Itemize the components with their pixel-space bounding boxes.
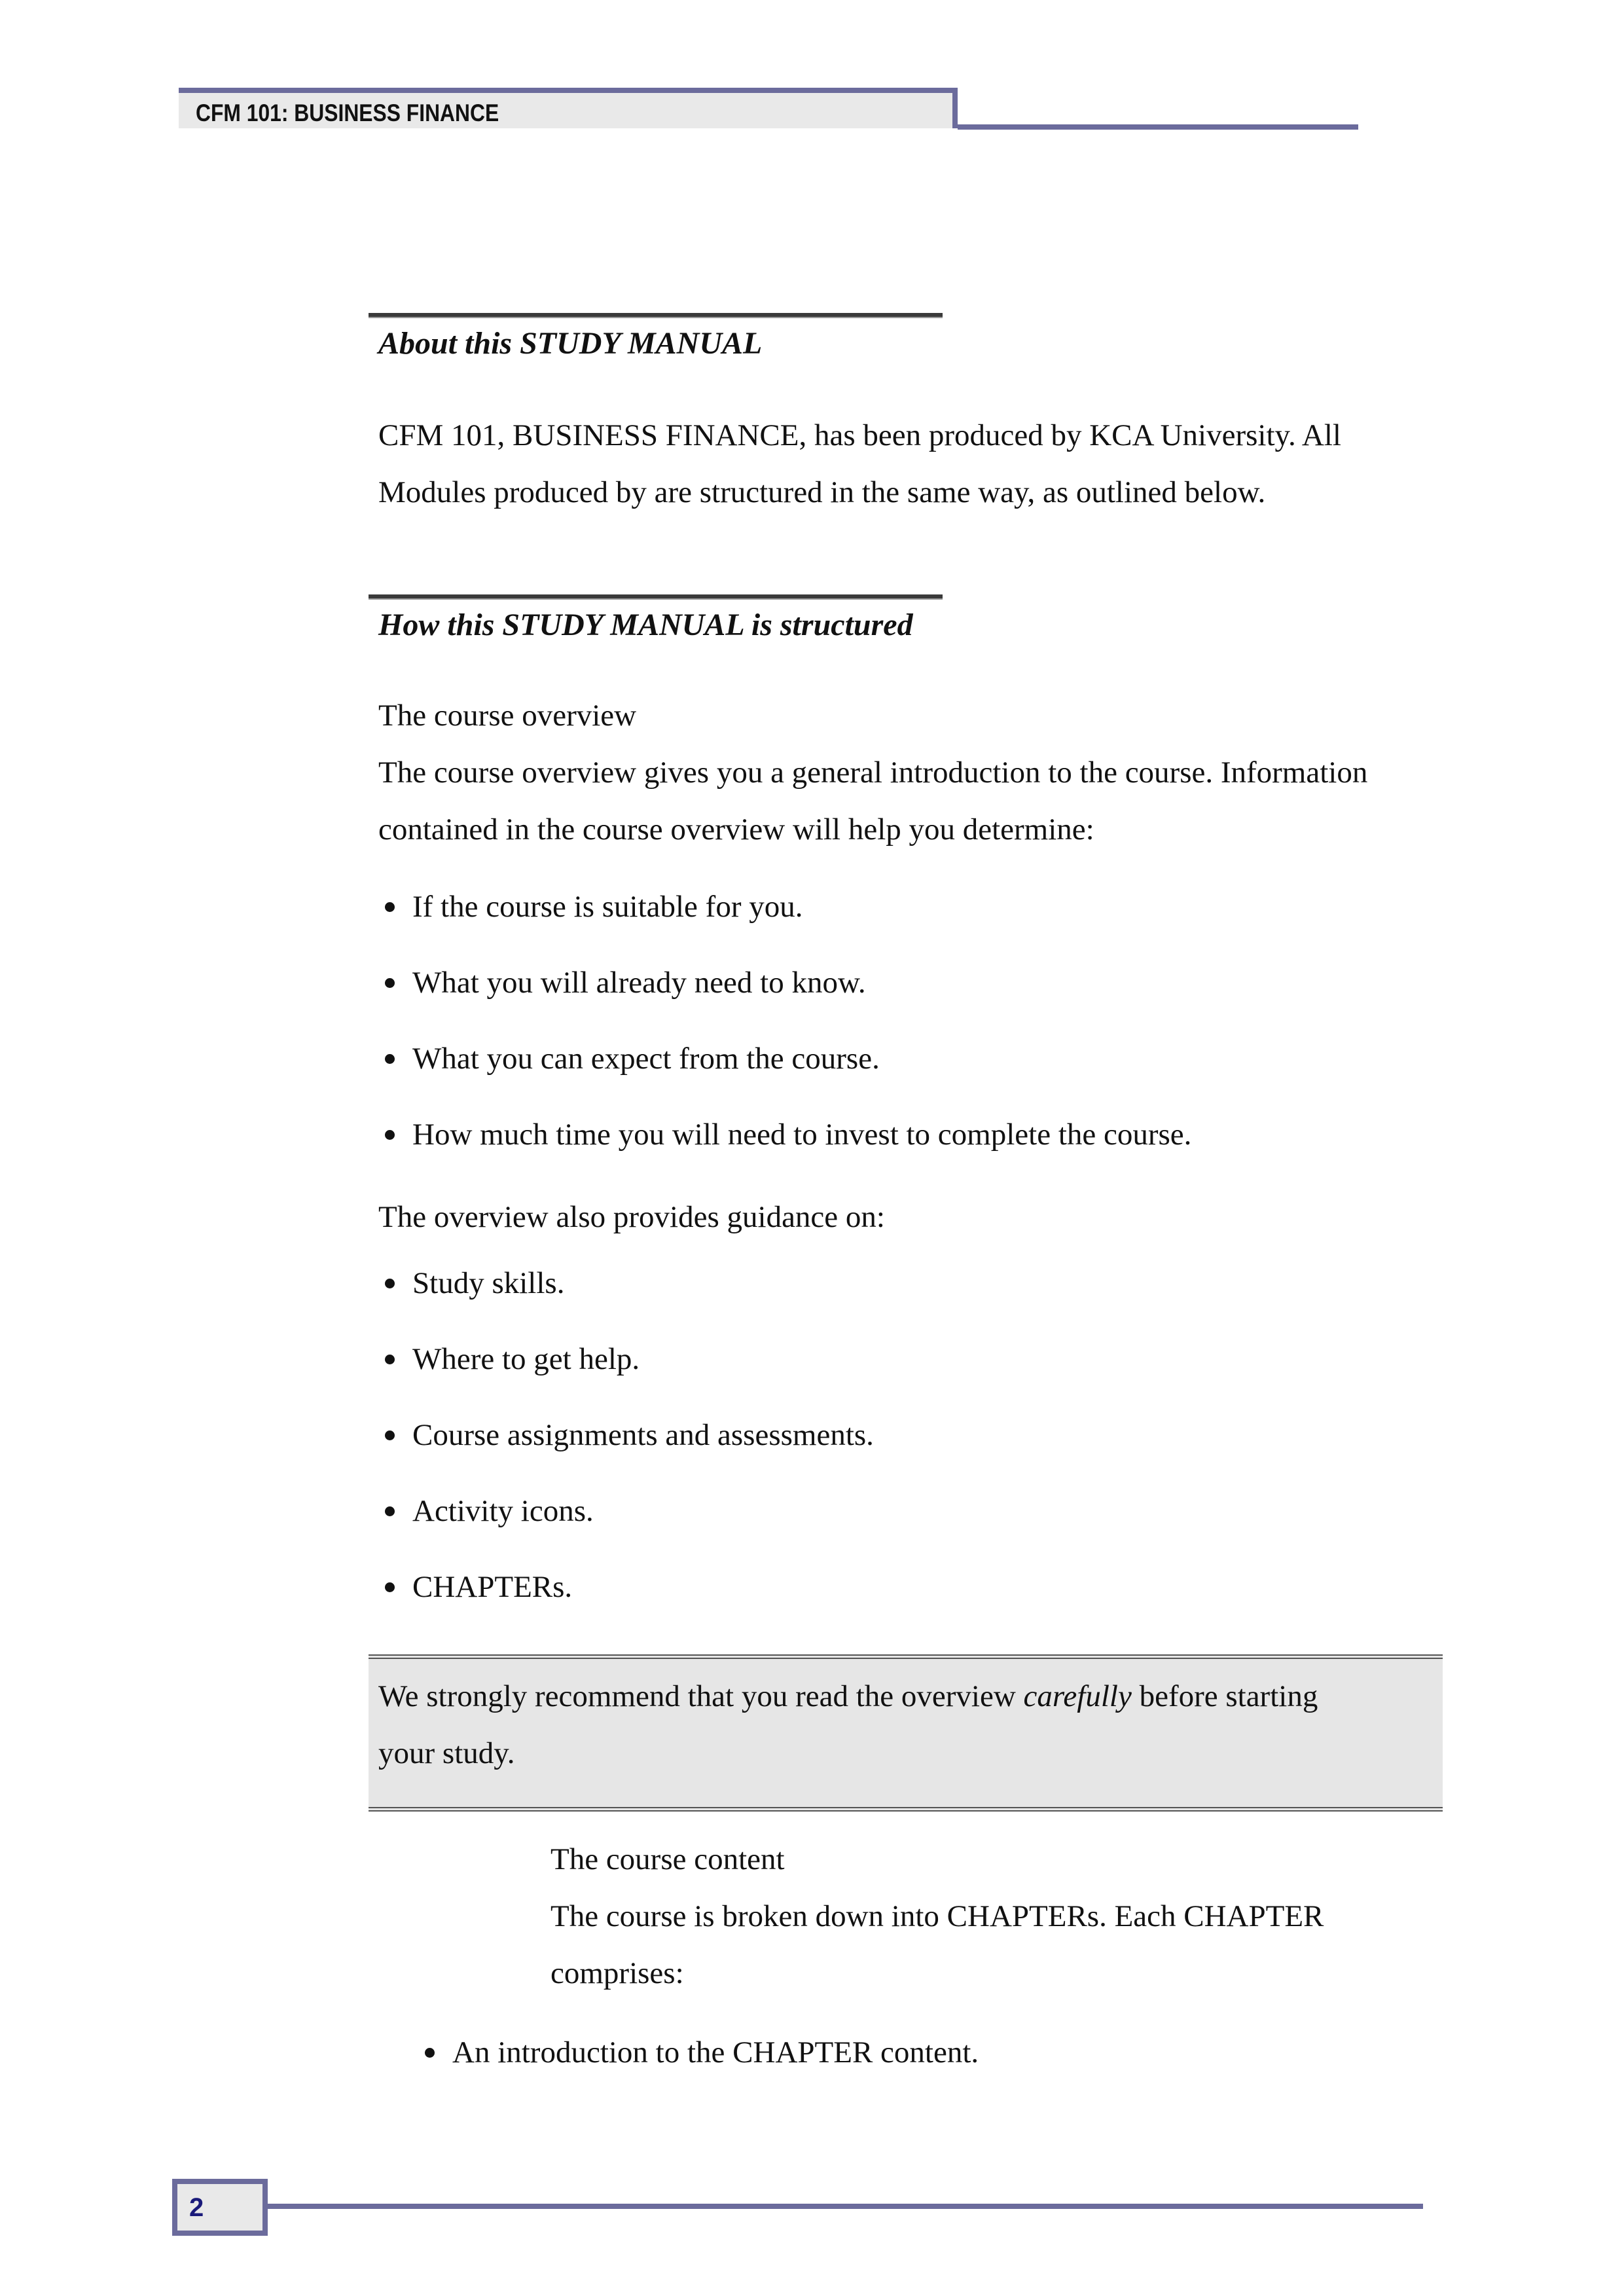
callout-text-before: We strongly recommend that you read the overview (378, 1679, 1024, 1713)
recommendation-callout (369, 1654, 1443, 1812)
overview-paragraph (378, 687, 1367, 858)
about-line: CFM 101, BUSINESS FINANCE, has been produced by KCA University. All (378, 418, 1341, 452)
bullet-icon (425, 2048, 435, 2058)
section-rule-structure (369, 594, 943, 600)
heading-about: About this STUDY MANUAL (378, 326, 763, 361)
guidance-list (378, 1265, 874, 1645)
list-item: If the course is suitable for you. (378, 888, 1191, 964)
list-item: Course assignments and assessments. (378, 1417, 874, 1493)
overview-title: The course overview (378, 699, 637, 733)
bullet-icon (385, 1054, 395, 1064)
page-number-box (172, 2179, 268, 2236)
heading-structure: How this STUDY MANUAL is structured (378, 608, 913, 642)
list-item: What you will already need to know. (378, 964, 1191, 1040)
list-item: Where to get help. (378, 1341, 874, 1417)
section-rule-about (369, 313, 943, 318)
bullet-icon (385, 1506, 395, 1516)
about-line: Modules produced by are structured in the same way, as outlined below. (378, 475, 1266, 509)
header-title: CFM 101: BUSINESS FINANCE (196, 100, 499, 126)
list-item: How much time you will need to invest to complete the course. (378, 1116, 1191, 1192)
course-content-paragraph (550, 1831, 1324, 2002)
page-number: 2 (189, 2193, 204, 2222)
bullet-icon (385, 1279, 395, 1288)
footer-rule (268, 2204, 1423, 2209)
header-rule (958, 124, 1358, 130)
bullet-icon (385, 1130, 395, 1140)
guidance-intro: The overview also provides guidance on: (378, 1200, 885, 1234)
list-item: What you can expect from the course. (378, 1040, 1191, 1116)
course-content-list (418, 2034, 979, 2110)
determine-list (378, 888, 1191, 1192)
about-paragraph (378, 407, 1341, 521)
running-header (179, 88, 958, 128)
bullet-icon (385, 1430, 395, 1440)
course-content-line: The course is broken down into CHAPTERs. Each CHAPTER (550, 1899, 1324, 1933)
list-item: CHAPTERs. (378, 1569, 874, 1645)
bullet-icon (385, 902, 395, 912)
callout-emphasis: carefully (1023, 1679, 1132, 1713)
list-item: An introduction to the CHAPTER content. (418, 2034, 979, 2110)
list-item: Activity icons. (378, 1493, 874, 1569)
course-content-line: comprises: (550, 1956, 684, 1990)
bullet-icon (385, 1582, 395, 1592)
callout-text (378, 1668, 1318, 1782)
overview-line: The course overview gives you a general introduction to the course. Information (378, 756, 1368, 790)
overview-line: contained in the course overview will help you determine: (378, 812, 1094, 847)
bullet-icon (385, 978, 395, 988)
callout-text-after: before starting (1131, 1679, 1318, 1713)
bullet-icon (385, 1355, 395, 1364)
course-content-title: The course content (550, 1842, 785, 1876)
list-item: Study skills. (378, 1265, 874, 1341)
callout-line2: your study. (378, 1736, 515, 1770)
